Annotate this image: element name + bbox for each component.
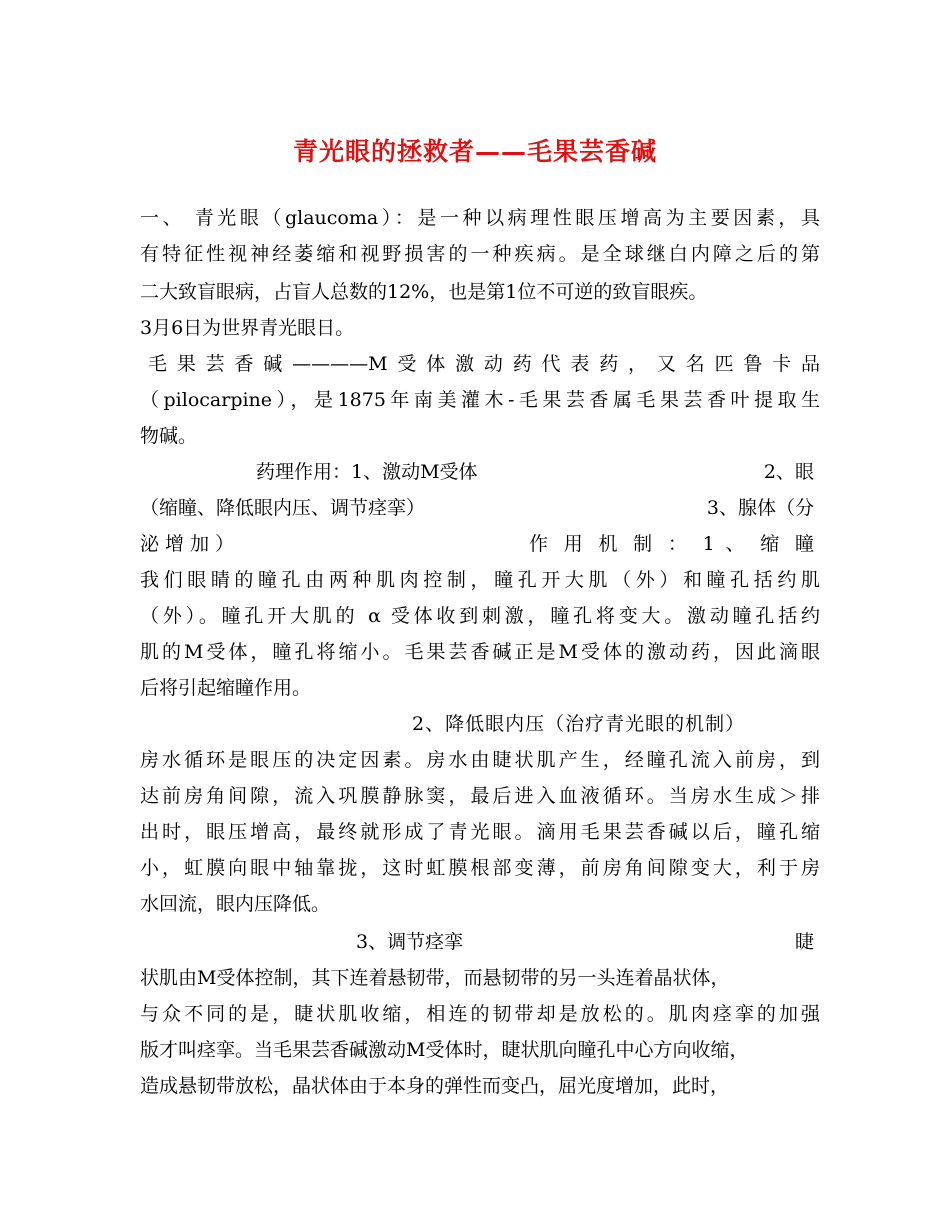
body-line: （缩瞳、降低眼内压、调节痉挛） — [140, 497, 426, 519]
body-line: 出时，眼压增高，最终就形成了青光眼。滴用毛果芸香碱以后，瞳孔缩 — [140, 821, 820, 843]
body-line: （pilocarpine），是1875年南美灌木-毛果芸香属毛果芸香叶提取生 — [140, 389, 820, 411]
pharmacology-heading: 药理作用：1、激动M受体 — [256, 461, 478, 483]
body-line: 2、眼 — [763, 461, 814, 483]
body-line: 物碱。 — [140, 425, 198, 447]
body-line: 有特征性视神经萎缩和视野损害的一种疾病。是全球继白内障之后的第 — [140, 243, 820, 265]
section-heading-2: 2、降低眼内压（治疗青光眼的机制） — [412, 713, 746, 735]
body-line: 毛果芸香碱————M受体激动药代表药，又名匹鲁卡品 — [148, 353, 820, 375]
body-line: 3月6日为世界青光眼日。 — [140, 317, 355, 339]
body-line: 后将引起缩瞳作用。 — [140, 677, 312, 699]
body-line: 达前房角间隙，流入巩膜静脉窦，最后进入血液循环。当房水生成＞排 — [140, 785, 820, 807]
body-line: 小，虹膜向眼中轴靠拢，这时虹膜根部变薄，前房角间隙变大，利于房 — [140, 857, 820, 879]
body-line: 泌 增 加 ） — [140, 533, 235, 555]
body-line: 版才叫痉挛。当毛果芸香碱激动M受体时，睫状肌向瞳孔中心方向收缩， — [140, 1039, 749, 1061]
body-line: （外）。瞳孔开大肌的 α 受体收到刺激，瞳孔将变大。激动瞳孔括约 — [140, 605, 820, 627]
body-line: 睫 — [794, 931, 814, 953]
document-title: 青光眼的拯救者——毛果芸香碱 — [292, 137, 657, 166]
body-line: 造成悬韧带放松，晶状体由于本身的弹性而变凸，屈光度增加，此时， — [140, 1075, 730, 1097]
body-line: 水回流，眼内压降低。 — [140, 893, 331, 915]
body-line: 与众不同的是，睫状肌收缩，相连的韧带却是放松的。肌肉痉挛的加强 — [140, 1003, 820, 1025]
body-line: 二大致盲眼病，占盲人总数的12%，也是第1位不可逆的致盲眼疾。 — [140, 281, 708, 303]
body-line: 肌的M受体，瞳孔将缩小。毛果芸香碱正是M受体的激动药，因此滴眼 — [140, 641, 820, 663]
body-line: 3、腺体（分 — [706, 497, 814, 519]
body-line: 一、 青光眼（glaucoma）：是一种以病理性眼压增高为主要因素，具 — [140, 207, 820, 229]
section-heading-3: 3、调节痉挛 — [356, 931, 464, 953]
body-line: 我们眼睛的瞳孔由两种肌肉控制，瞳孔开大肌（外）和瞳孔括约肌 — [140, 569, 820, 591]
body-line: 房水循环是眼压的决定因素。房水由睫状肌产生，经瞳孔流入前房，到 — [140, 749, 820, 771]
mechanism-heading: 作 用 机 制 ： 1 、 缩 瞳 — [529, 533, 814, 555]
body-line: 状肌由M受体控制，其下连着悬韧带，而悬韧带的另一头连着晶状体， — [140, 967, 730, 989]
